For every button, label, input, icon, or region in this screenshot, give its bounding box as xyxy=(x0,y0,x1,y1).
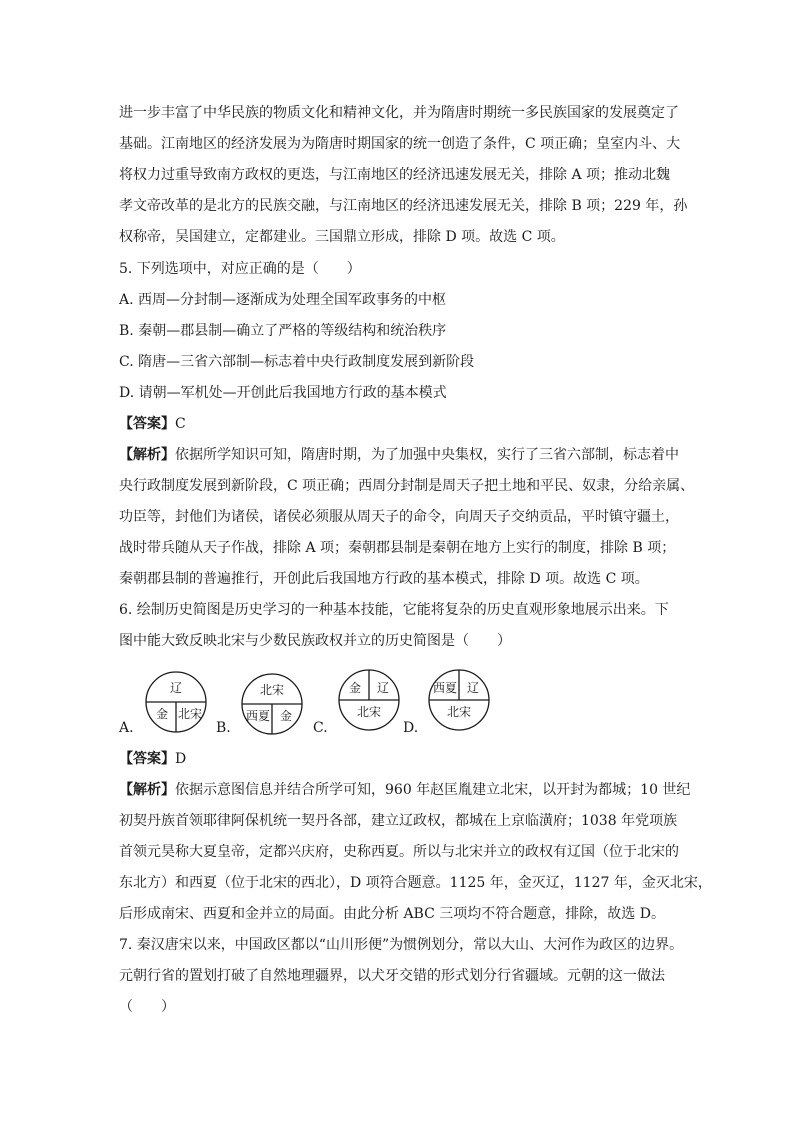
q6-analysis-line-3: 首领元昊称大夏皇帝，定都兴庆府，史称西夏。所以与北宋并立的政权有辽国（位于北宋的 xyxy=(119,844,679,860)
answer-value: D xyxy=(175,751,187,767)
diagram-c-top-right: 辽 xyxy=(376,681,390,695)
diagram-b-bottom-left: 西夏 xyxy=(245,709,271,723)
q7-stem-line-3: （ ） xyxy=(119,999,175,1015)
diagram-b-label: B. xyxy=(216,720,231,736)
q6-diagram-options xyxy=(119,666,679,736)
q5-analysis-line-1 xyxy=(119,446,679,464)
answer-tag: 【答案】 xyxy=(119,416,175,432)
diagram-b xyxy=(240,672,304,736)
intro-line-2: 基础。江南地区的经济发展为为隋唐时期国家的统一创造了条件，C 项正确；皇室内斗、大 xyxy=(119,136,681,152)
diagram-b-bottom-right: 金 xyxy=(279,709,293,723)
q5-answer xyxy=(119,415,679,433)
diagram-a-top: 辽 xyxy=(169,681,183,695)
diagram-d-top-left: 西夏 xyxy=(432,681,458,695)
diagram-c-bottom: 北宋 xyxy=(356,705,382,719)
q5-stem: 5. 下列选项中，对应正确的是（ ） xyxy=(119,261,361,277)
diagram-a xyxy=(144,670,208,734)
diagram-a-bottom-left: 金 xyxy=(155,707,169,721)
q6-stem-line-1: 6. 绘制历史简图是历史学习的一种基本技能，它能将复杂的历史直观形象地展示出来。下 xyxy=(119,602,669,618)
intro-line-1: 进一步丰富了中华民族的物质文化和精神文化，并为隋唐时期统一多民族国家的发展奠定了 xyxy=(119,105,679,121)
diagram-a-bottom-right: 北宋 xyxy=(177,707,203,721)
diagram-a-label: A. xyxy=(119,720,134,736)
q7-stem-line-2: 元朝行省的置划打破了自然地理疆界，以犬牙交错的形式划分行省疆域。元朝的这一做法 xyxy=(119,968,665,984)
q5-analysis-line-4: 战时带兵随从天子作战，排除 A 项；秦朝郡县制是秦朝在地方上实行的制度，排除 B 项； xyxy=(119,540,676,556)
diagram-d-bottom: 北宋 xyxy=(446,705,472,719)
analysis-tag: 【解析】 xyxy=(119,782,175,798)
diagram-c xyxy=(337,668,401,732)
answer-tag: 【答案】 xyxy=(119,751,175,767)
q5-analysis-line-5: 秦朝郡县制的普遍推行，开创此后我国地方行政的基本模式，排除 D 项。故选 C 项。 xyxy=(119,571,649,587)
diagram-b-top: 北宋 xyxy=(259,683,285,697)
intro-line-3: 将权力过重导致南方政权的更迭，与江南地区的经济迅速发展无关，排除 A 项；推动北魏 xyxy=(119,167,671,183)
q5-option-c: C. 隋唐—三省六部制—标志着中央行政制度发展到新阶段 xyxy=(119,354,475,370)
q7-stem-line-1: 7. 秦汉唐宋以来，中国政区都以“山川形便”为惯例划分，常以大山、大河作为政区的边界。 xyxy=(119,937,684,953)
q6-stem-line-2: 图中能大致反映北宋与少数民族政权并立的历史简图是（ ） xyxy=(119,633,511,649)
intro-line-5: 权称帝，吴国建立，定都建业。三国鼎立形成，排除 D 项。故选 C 项。 xyxy=(119,229,565,245)
q5-option-a: A. 西周—分封制—逐渐成为处理全国军政事务的中枢 xyxy=(119,292,447,308)
q6-analysis-line-5: 后形成南宋、西夏和金并立的局面。由此分析 ABC 三项均不符合题意，排除，故选 D。 xyxy=(119,906,665,922)
intro-line-4: 孝文帝改革的是北方的民族交融，与江南地区的经济迅速发展无关，排除 B 项；229 年，孙 xyxy=(119,198,688,214)
analysis-text: 依据所学知识可知，隋唐时期，为了加强中央集权，实行了三省六部制，标志着中 xyxy=(175,447,679,463)
q6-analysis-line-4: 东北方）和西夏（位于北宋的西北），D 项符合题意。1125 年，金灭辽，1127 年，金灭北宋， xyxy=(119,875,712,891)
diagram-d-top-right: 辽 xyxy=(466,681,480,695)
q5-analysis-line-2: 央行政制度发展到新阶段，C 项正确；西周分封制是周天子把土地和平民、奴隶，分给亲属、 xyxy=(119,478,695,494)
analysis-text: 依据示意图信息并结合所学可知，960 年赵匡胤建立北宋，以开封为都城；10 世纪 xyxy=(175,782,691,798)
diagram-c-label: C. xyxy=(313,720,328,736)
diagram-d xyxy=(427,668,491,732)
q6-answer xyxy=(119,750,679,768)
q5-analysis-line-3: 功臣等，封他们为诸侯，诸侯必须服从周天子的命令，向周天子交纳贡品，平时镇守疆土， xyxy=(119,509,679,525)
answer-value: C xyxy=(175,416,186,432)
diagram-d-label: D. xyxy=(403,720,419,736)
q6-analysis-line-2: 初契丹族首领耶律阿保机统一契丹各部，建立辽政权，都城在上京临潢府；1038 年党项族 xyxy=(119,813,678,829)
q6-analysis-line-1 xyxy=(119,781,691,799)
q5-option-d: D. 请朝—军机处—开创此后我国地方行政的基本模式 xyxy=(119,385,447,401)
analysis-tag: 【解析】 xyxy=(119,447,175,463)
q5-option-b: B. 秦朝—郡县制—确立了严格的等级结构和统治秩序 xyxy=(119,323,447,339)
diagram-c-top-left: 金 xyxy=(348,681,362,695)
